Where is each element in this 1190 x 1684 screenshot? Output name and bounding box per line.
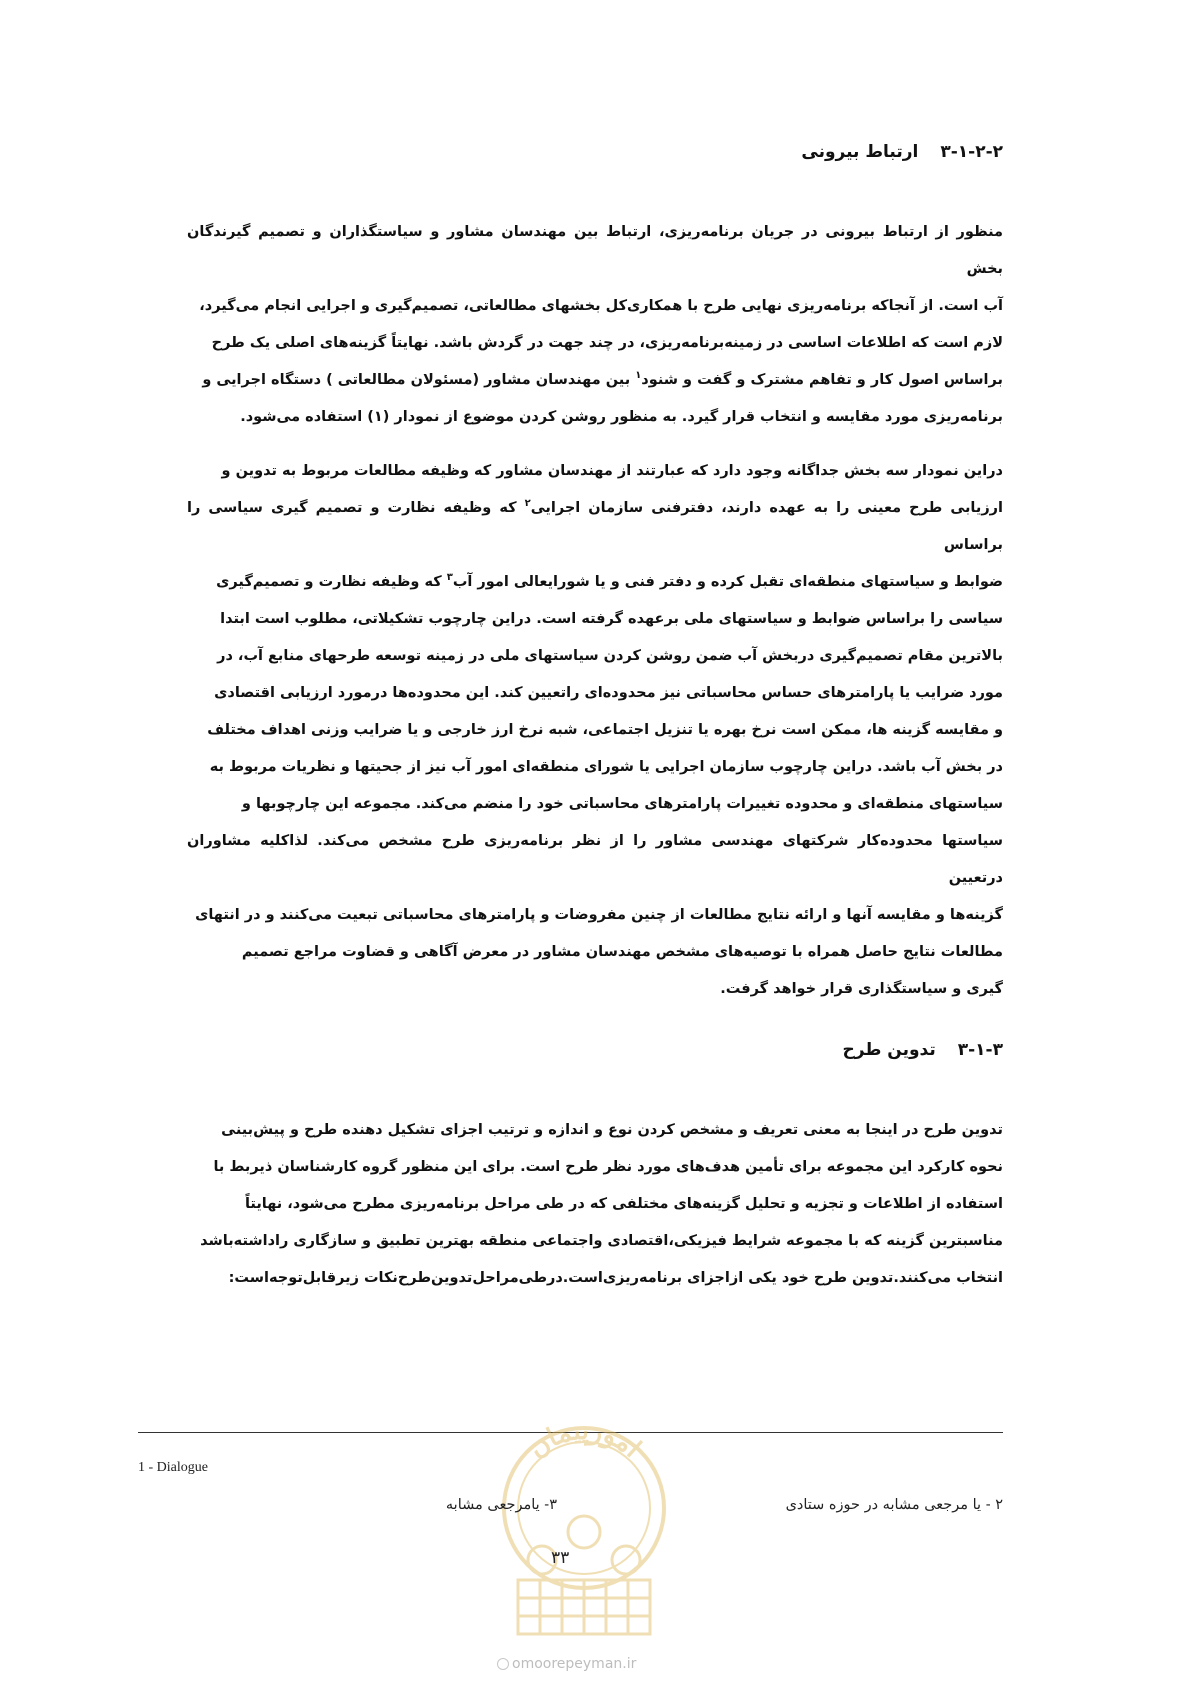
footnote-ref: ۱ <box>635 370 642 382</box>
footnote-ref: ۳ <box>446 572 453 584</box>
paragraph-diagram-explanation <box>187 453 1003 1008</box>
text-line <box>187 490 1003 564</box>
text-segment: بین مهندسان مشاور (مسئولان مطالعاتی ) دستگاه اجرایی و <box>202 372 636 388</box>
globe-icon <box>497 1658 509 1670</box>
paragraph-plan-formulation <box>187 1112 1003 1297</box>
watermark-logo <box>488 1410 680 1642</box>
text-line: سیاستها محدوده‌کار شرکتهای مهندسی مشاور را از نظر برنامه‌ریزی طرح مشخص می‌کند. لذاکلیه مشاوران درتعیین <box>187 833 1003 886</box>
text-line: برنامه‌ریزی مورد مقایسه و انتخاب قرار گیرد. به منظور روشن کردن موضوع از نمودار (۱) استفاده می‌شود. <box>240 409 1003 425</box>
text-line: و مقایسه گزینه ها، ممکن است نرخ بهره یا تنزیل اجتماعی، شبه نرخ ارز خارجی و یا ضرایب وزنی اهداف مختلف <box>207 722 1003 738</box>
section-number: ۳-۱-۲-۲ <box>940 142 1003 162</box>
text-line: سیاستهای منطقه‌ای و محدوده تغییرات پارامترهای محاسباتی خود را منضم می‌کند. مجموعه این چارچوبها و <box>241 796 1003 812</box>
text-line: گیری و سیاستگذاری قرار خواهد گرفت. <box>720 981 1003 997</box>
section-title: تدوین طرح <box>842 1040 936 1060</box>
text-line: نحوه کارکرد این مجموعه برای تأمین هدف‌های مورد نظر طرح است. برای این منظور گروه کارشناسان ذیربط با <box>213 1159 1003 1175</box>
text-segment: براساس اصول کار و تفاهم مشترک و گفت و شنود <box>641 372 1003 388</box>
footnote-3: ۳- یامرجعی مشابه <box>445 1497 557 1513</box>
text-line <box>187 564 1003 601</box>
text-line: مورد ضرایب یا پارامترهای حساس محاسباتی نیز محدوده‌ای راتعیین کند. این محدوده‌ها درمورد ارزیابی اقتصادی <box>214 685 1003 701</box>
section-title: ارتباط بیرونی <box>801 142 919 162</box>
text-line: گزینه‌ها و مقایسه آنها و ارائه نتایج مطالعات از چنین مفروضات و پارامترهای محاسباتی تبعیت می‌کنند و در انتهای <box>195 907 1003 923</box>
text-line: مناسبترین گزینه که با مجموعه شرایط فیزیکی،اقتصادی واجتماعی منطقه بهترین تطبیق و سازگاری راداشته‌باشد <box>200 1233 1003 1249</box>
text-line: منظور از ارتباط بیرونی در جریان برنامه‌ریزی، ارتباط بین مهندسان مشاور و سیاستگذاران و تصمیم گیرندگان بخش <box>187 224 1003 277</box>
text-line: استفاده از اطلاعات و تجزیه و تحلیل گزینه‌های مختلفی که در طی مراحل برنامه‌ریزی مطرح می‌شود، نهایتاً <box>244 1196 1003 1212</box>
text-segment: ارزیابی طرح معینی را به عهده دارند، دفترفنی سازمان اجرایی <box>530 500 1003 516</box>
text-segment: که وظیفه نظارت و تصمیم گیری سیاسی را براساس <box>187 500 1003 553</box>
text-line: لازم است که اطلاعات اساسی در زمینه‌برنامه‌ریزی، در چند جهت در گردش باشد. نهایتاً گزینه‌های اصلی یک طرح <box>211 335 1003 351</box>
text-line: دراین نمودار سه بخش جداگانه وجود دارد که عبارتند از مهندسان مشاور که وظیفه مطالعات مربوط به تدوین و <box>221 463 1003 479</box>
footnote-ref: ۲ <box>524 498 531 510</box>
text-line: بالاترین مقام تصمیم‌گیری دربخش آب ضمن روشن کردن سیاستهای ملی در زمینه توسعه طرحهای منابع آب، در <box>217 648 1003 664</box>
text-line <box>187 362 1003 399</box>
text-line: سیاسی را براساس ضوابط و سیاستهای ملی برعهده گرفته است. دراین چارچوب تشکیلاتی، مطلوب است ابتدا <box>220 611 1003 627</box>
text-line: انتخاب می‌کنند.تدوین طرح خود یکی ازاجزای برنامه‌ریزی‌است.درطی‌مراحل‌تدوین‌طرح‌نکات زیرقابل‌توجه‌است: <box>228 1270 1003 1286</box>
section-number: ۳-۱-۳ <box>957 1040 1003 1060</box>
watermark-site-text: omoorepeyman.ir <box>512 1656 637 1672</box>
paragraph-external-communication <box>187 214 1003 436</box>
watermark-logo-text: امورپیمان <box>522 1415 647 1464</box>
text-line: آب است. از آنجاکه برنامه‌ریزی نهایی طرح با همکاری‌کل بخشهای مطالعاتی، تصمیم‌گیری و اجرایی انجام می‌گیرد، <box>199 298 1003 314</box>
section-heading-plan-formulation <box>843 1040 1003 1060</box>
text-line: در بخش آب باشد. دراین چارچوب سازمان اجرایی یا شورای منطقه‌ای امور آب نیز از جحیتها و نظریات مربوط به <box>209 759 1003 775</box>
svg-text:امورپیمان <box>523 1416 647 1464</box>
footnote-1: 1 - Dialogue <box>138 1460 208 1475</box>
page-number: ۳۳ <box>551 1548 570 1568</box>
footnote-2: ۲ - یا مرجعی مشابه در حوزه ستادی <box>785 1497 1003 1513</box>
text-segment: ضوابط و سیاستهای منطقه‌ای تقبل کرده و دفتر فنی و یا شورایعالی امور آب <box>452 574 1003 590</box>
text-line: تدوین طرح در اینجا به معنی تعریف و مشخص کردن نوع و اندازه و ترتیب اجزای تشکیل دهنده طرح و پیش‌بینی <box>221 1122 1003 1138</box>
section-heading-external-communication <box>801 142 1003 162</box>
watermark-site <box>497 1656 636 1672</box>
text-segment: که وظیفه نظارت و تصمیم‌گیری <box>216 574 447 590</box>
text-line: مطالعات نتایج حاصل همراه با توصیه‌های مشخص مهندسان مشاور در معرض آگاهی و قضاوت مراجع تصمیم <box>241 944 1003 960</box>
